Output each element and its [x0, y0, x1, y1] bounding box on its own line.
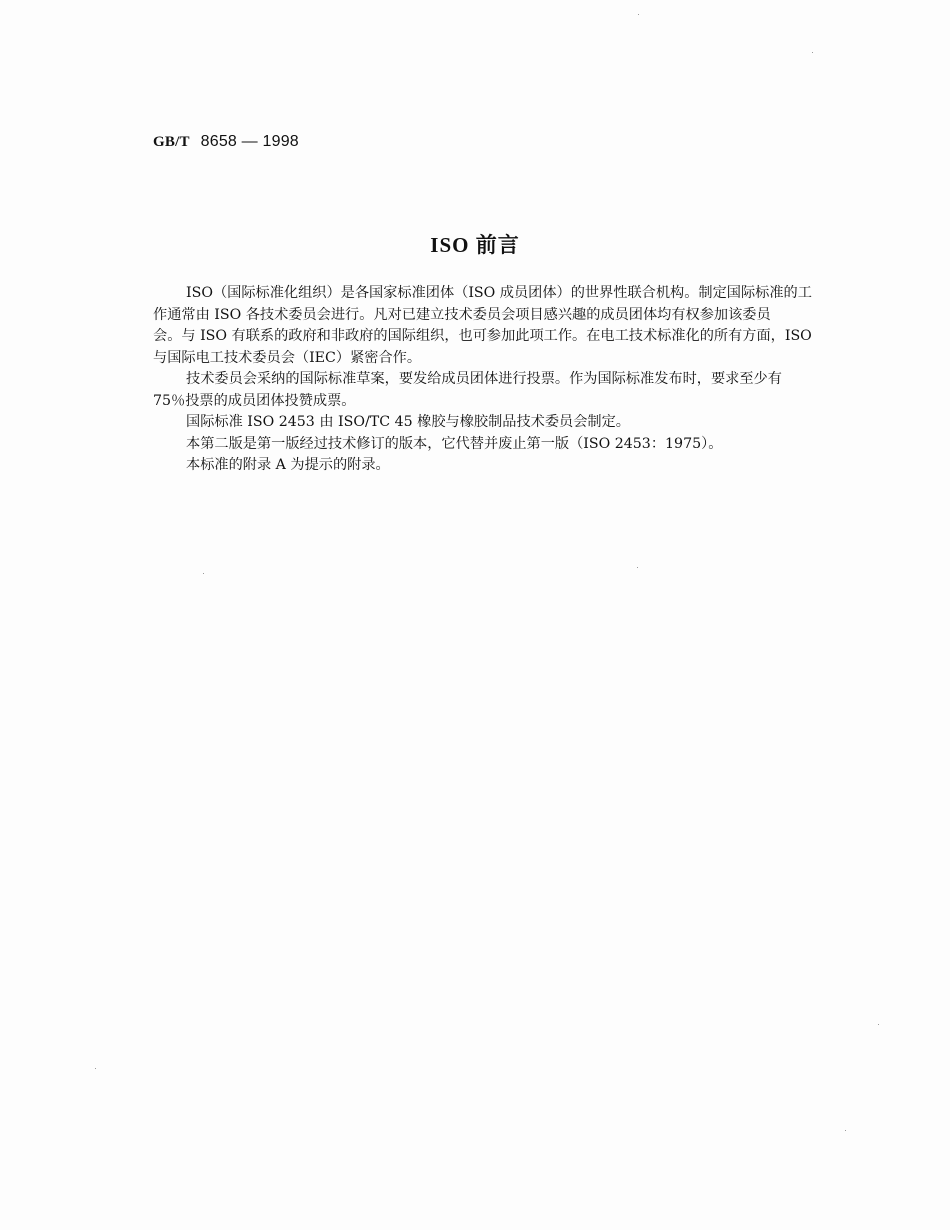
paragraph-line: 会。与 ISO 有联系的政府和非政府的国际组织，也可参加此项工作。在电工技术标准化的所有方面，ISO	[153, 328, 812, 344]
standard-code-number: 8658 — 1998	[200, 133, 299, 150]
paragraph-5	[153, 455, 883, 477]
scan-speck	[878, 1024, 879, 1025]
scan-speck	[845, 1130, 846, 1131]
paragraph-line: 国际标准 ISO 2453 由 ISO/TC 45 橡胶与橡胶制品技术委员会制定。	[186, 414, 630, 430]
paragraph-line: 本标准的附录 A 为提示的附录。	[186, 457, 390, 473]
paragraph-line: 75％投票的成员团体投赞成票。	[153, 392, 356, 409]
standard-code-header	[153, 132, 299, 151]
standard-code-prefix: GB/T	[153, 134, 190, 150]
paragraph-1	[153, 283, 883, 369]
paragraph-line: 作通常由 ISO 各技术委员会进行。凡对已建立技术委员会项目感兴趣的成员团体均有权参加该委员	[153, 306, 771, 323]
paragraph-4	[153, 434, 883, 456]
foreword-body	[153, 283, 883, 477]
paragraph-line: ISO（国际标准化组织）是各国家标准团体（ISO 成员团体）的世界性联合机构。制定国际标准的工	[186, 285, 812, 301]
page-title: ISO 前言	[430, 233, 520, 257]
scan-speck	[637, 567, 638, 568]
scan-speck	[95, 1068, 96, 1069]
paragraph-line: 与国际电工技术委员会（IEC）紧密合作。	[153, 349, 422, 366]
scan-speck	[638, 14, 639, 15]
paragraph-line: 本第二版是第一版经过技术修订的版本，它代替并废止第一版（ISO 2453：1975）。	[186, 435, 723, 452]
scan-speck	[203, 573, 204, 574]
paragraph-2	[153, 369, 883, 412]
paragraph-3	[153, 412, 883, 434]
paragraph-line: 技术委员会采纳的国际标准草案，要发给成员团体进行投票。作为国际标准发布时，要求至少有	[186, 371, 782, 387]
scan-speck	[812, 52, 813, 53]
